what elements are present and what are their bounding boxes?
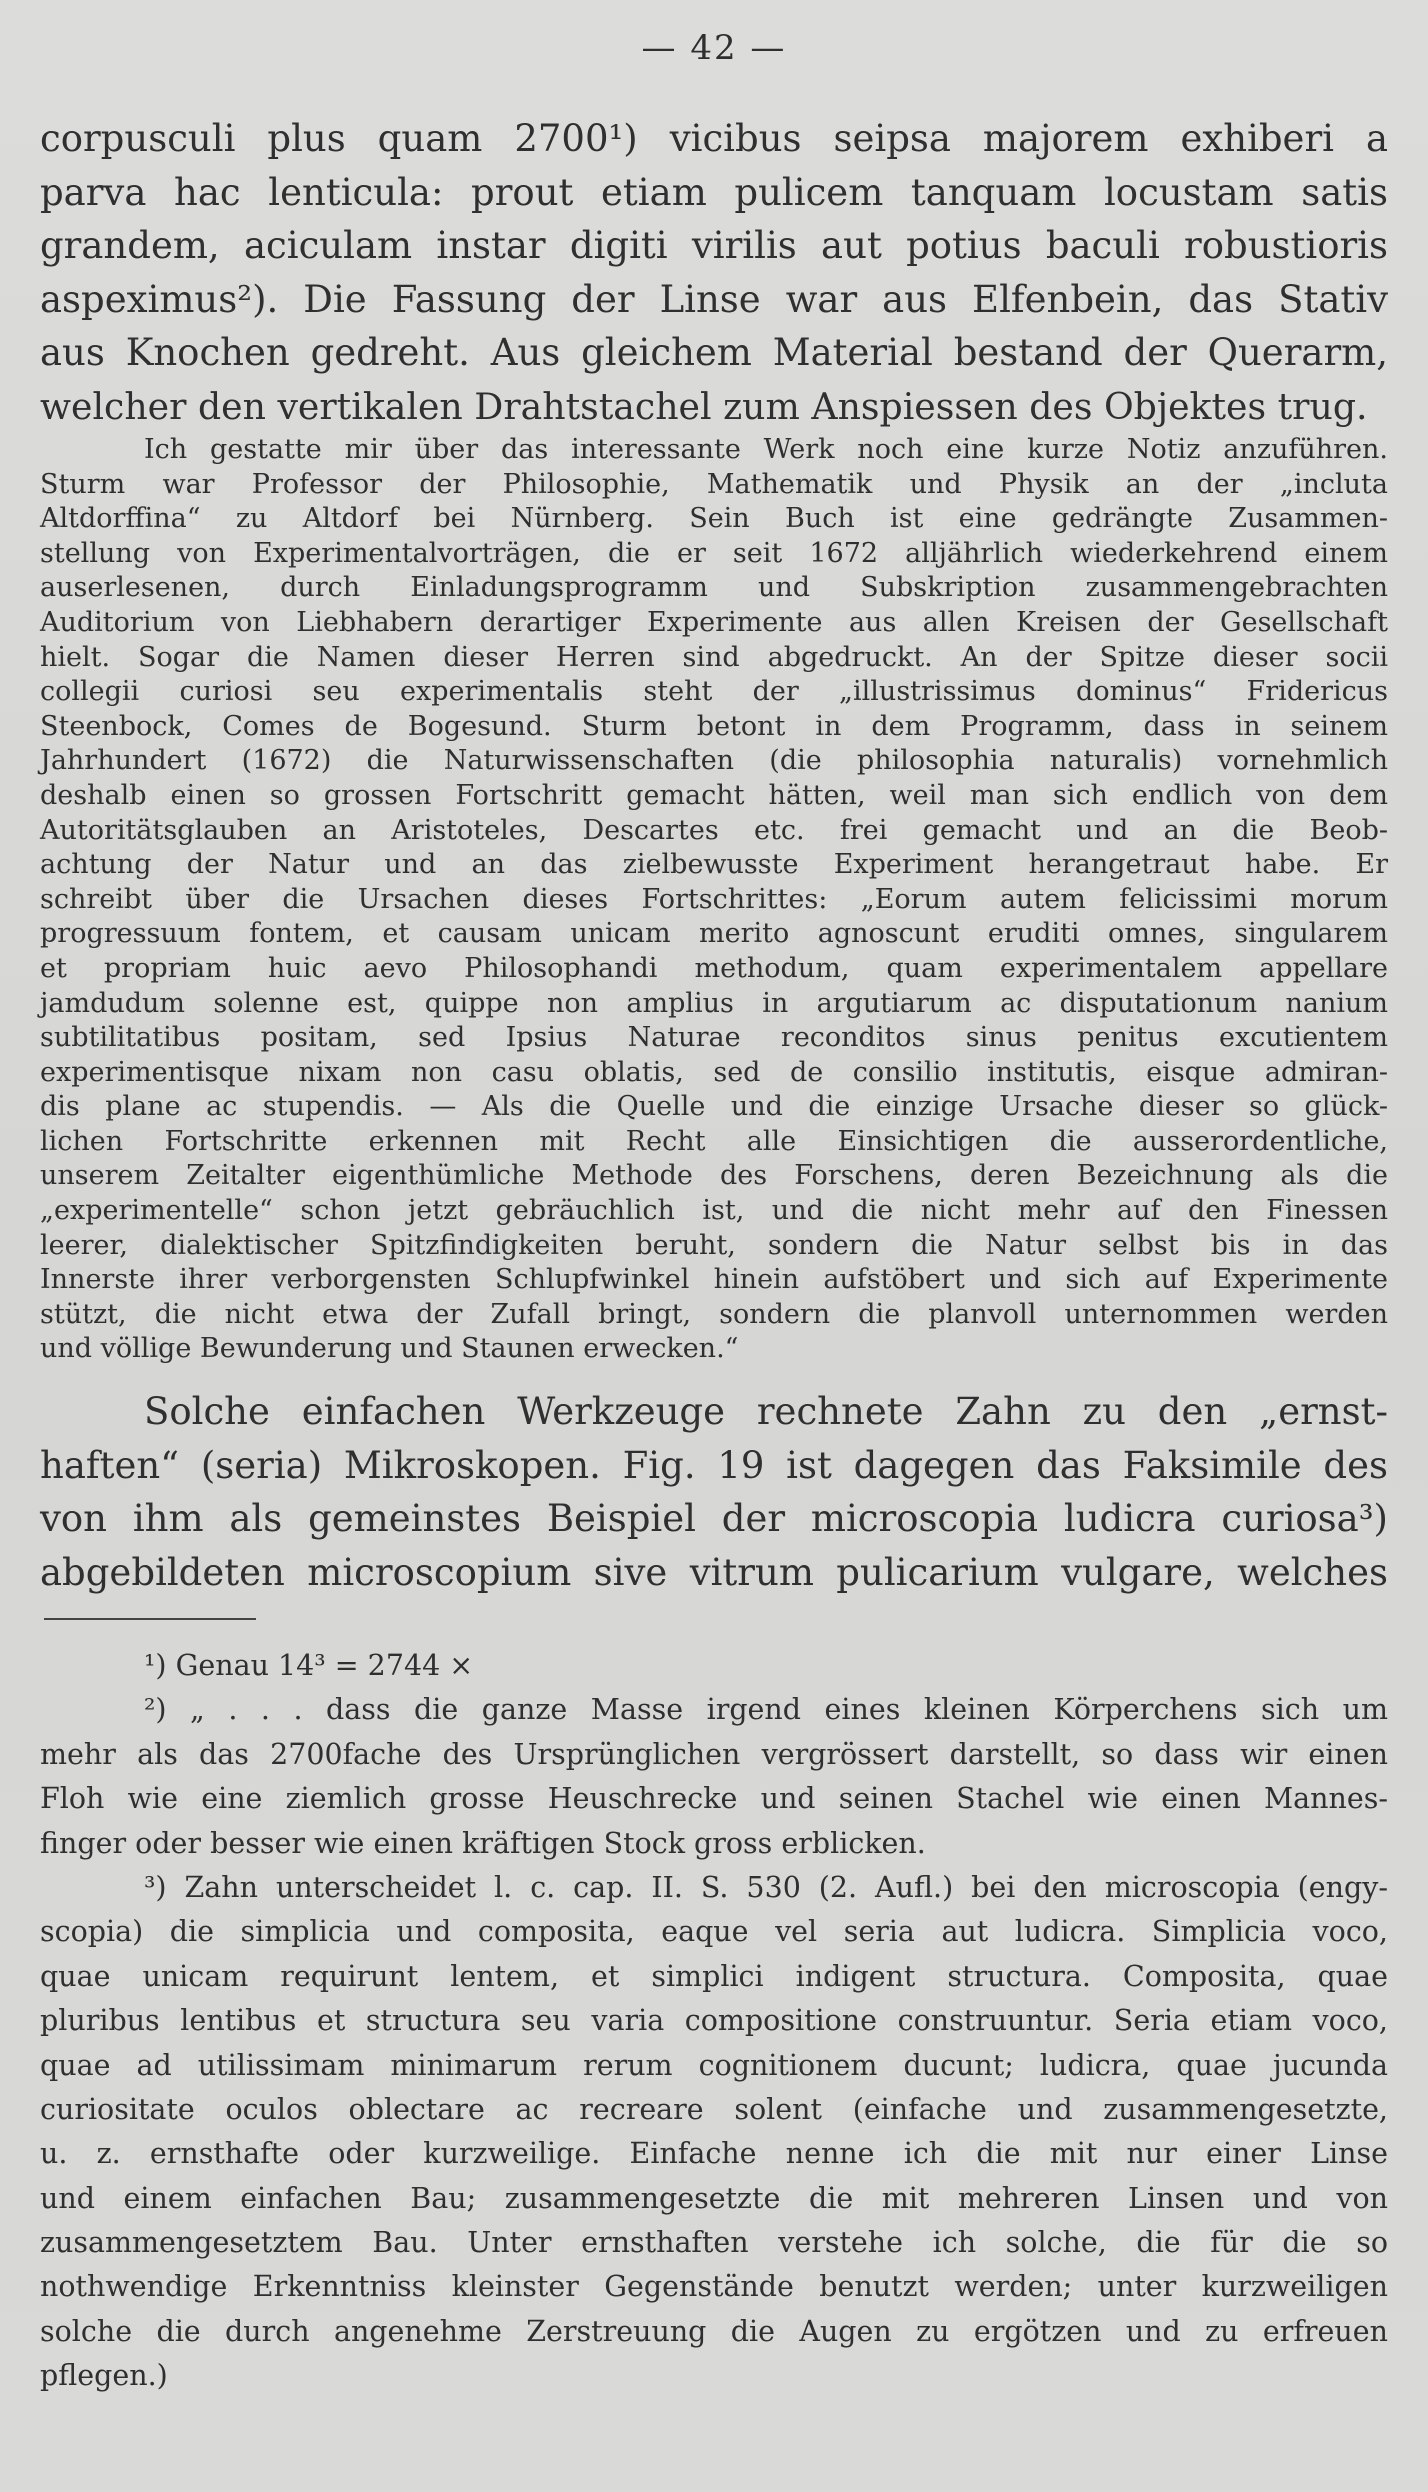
text-line: schreibt über die Ursachen dieses Fortschrittes: „Eorum autem felicissimi morum (40, 883, 1388, 915)
text-line: subtilitatibus positam, sed Ipsius Naturae reconditos sinus penitus excutientem (40, 1022, 1388, 1054)
text-line: „experimentelle“ schon jetzt gebräuchlich ist, und die nicht mehr auf den Finessen (40, 1195, 1388, 1227)
text-line: aspeximus²). Die Fassung der Linse war aus Elfenbein, das Stativ (40, 277, 1388, 321)
body-paragraph-2 (40, 1385, 1388, 1599)
text-line: leerer, dialektischer Spitzfindigkeiten beruht, sondern die Natur selbst bis in das (40, 1229, 1388, 1261)
text-line: quae unicam requirunt lentem, et simplici indigent structura. Composita, quae (40, 1959, 1388, 1993)
body-paragraph-1 (40, 112, 1388, 434)
text-line: lichen Fortschritte erkennen mit Recht alle Einsichtigen die ausserordentliche, (40, 1125, 1388, 1157)
text-line: und einem einfachen Bau; zusammengesetzte die mit mehreren Linsen und von (40, 2181, 1388, 2215)
text-line: Altdorffina“ zu Altdorf bei Nürnberg. Sein Buch ist eine gedrängte Zusammen- (40, 503, 1388, 535)
text-line: Jahrhundert (1672) die Naturwissenschaften (die philosophia naturalis) vornehmlich (40, 745, 1388, 777)
text-line: Floh wie eine ziemlich grosse Heuschrecke und seinen Stachel wie einen Mannes- (40, 1782, 1388, 1816)
page-number: — 42 — (641, 28, 787, 68)
footnote-divider (44, 1618, 256, 1620)
text-line: hielt. Sogar die Namen dieser Herren sind abgedruckt. An der Spitze dieser socii (40, 641, 1388, 673)
text-line: abgebildeten microscopium sive vitrum pulicarium vulgare, welches (40, 1550, 1388, 1594)
text-line: unserem Zeitalter eigenthümliche Methode des Forschens, deren Bezeichnung als die (40, 1160, 1388, 1192)
text-line: Auditorium von Liebhabern derartiger Experimente aus allen Kreisen der Gesellschaft (40, 606, 1388, 638)
text-line: von ihm als gemeinstes Beispiel der microscopia ludicra curiosa³) (40, 1497, 1388, 1541)
text-line: finger oder besser wie einen kräftigen Stock gross erblicken. (40, 1826, 926, 1860)
text-line: curiositate oculos oblectare ac recreare solent (einfache und zusammengesetzte, (40, 2092, 1388, 2126)
text-line: parva hac lenticula: prout etiam pulicem tanquam locustam satis (40, 170, 1388, 214)
footnotes (40, 1644, 1388, 2399)
text-line: zusammengesetztem Bau. Unter ernsthaften verstehe ich solche, die für die so (40, 2226, 1388, 2260)
text-line: Sturm war Professor der Philosophie, Mathematik und Physik an der „incluta (40, 468, 1388, 500)
text-line: mehr als das 2700fache des Ursprünglichen vergrössert darstellt, so dass wir einen (40, 1737, 1388, 1771)
text-line: solche die durch angenehme Zerstreuung die Augen zu ergötzen und zu erfreuen (40, 2314, 1388, 2348)
text-line: Autoritätsglauben an Aristoteles, Descartes etc. frei gemacht und an die Beob- (40, 814, 1388, 846)
text-line: welcher den vertikalen Drahtstachel zum Anspiessen des Objektes trug. (40, 384, 1368, 428)
text-line: Ich gestatte mir über das interessante Werk noch eine kurze Notiz anzuführen. (144, 434, 1388, 465)
text-line: und völlige Bewunderung und Staunen erwecken.“ (40, 1333, 739, 1365)
quotation-block (40, 433, 1388, 1367)
footnote-2: ²) „ . . . dass die ganze Masse irgend eines kleinen Körperchens sich um (144, 1693, 1388, 1727)
text-line: deshalb einen so grossen Fortschritt gemacht hätten, weil man sich endlich von dem (40, 779, 1388, 811)
text-line: experimentisque nixam non casu oblatis, sed de consilio institutis, eisque admiran- (40, 1056, 1388, 1088)
text-line: stellung von Experimentalvorträgen, die er seit 1672 alljährlich wiederkehrend einem (40, 537, 1388, 569)
text-line: progressuum fontem, et causam unicam merito agnoscunt eruditi omnes, singularem (40, 918, 1388, 950)
text-line: scopia) die simplicia und composita, eaque vel seria aut ludicra. Simplicia voco, (40, 1915, 1388, 1949)
text-line: collegii curiosi seu experimentalis steht der „illustrissimus dominus“ Fridericus (40, 676, 1388, 708)
text-line: Innerste ihrer verborgensten Schlupfwinkel hinein aufstöbert und sich auf Experimente (40, 1264, 1388, 1296)
text-line: grandem, aciculam instar digiti virilis aut potius baculi robustioris (40, 224, 1388, 268)
text-line: Steenbock, Comes de Bogesund. Sturm betont in dem Programm, dass in seinem (40, 710, 1388, 742)
text-line: aus Knochen gedreht. Aus gleichem Material bestand der Querarm, (40, 331, 1388, 375)
text-line: auserlesenen, durch Einladungsprogramm und Subskription zusammengebrachten (40, 572, 1388, 604)
text-line: nothwendige Erkenntniss kleinster Gegenstände benutzt werden; unter kurzweiligen (40, 2270, 1388, 2304)
text-line: stützt, die nicht etwa der Zufall bringt, sondern die planvoll unternommen werden (40, 1298, 1388, 1330)
text-line: corpusculi plus quam 2700¹) vicibus seipsa majorem exhiberi a (40, 117, 1388, 160)
text-line: et propriam huic aevo Philosophandi methodum, quam experimentalem appellare (40, 952, 1388, 984)
text-line: pluribus lentibus et structura seu varia compositione construuntur. Seria etiam voco, (40, 2004, 1388, 2038)
text-line: haften“ (seria) Mikroskopen. Fig. 19 ist dagegen das Faksimile des (40, 1443, 1388, 1487)
text-line: Solche einfachen Werkzeuge rechnete Zahn zu den „ernst- (144, 1390, 1388, 1433)
text-line: quae ad utilissimam minimarum rerum cognitionem ducunt; ludicra, quae jucunda (40, 2048, 1388, 2082)
text-line: achtung der Natur und an das zielbewusste Experiment herangetraut habe. Er (40, 849, 1388, 881)
text-line: dis plane ac stupendis. — Als die Quelle und die einzige Ursache dieser so glück- (40, 1091, 1388, 1123)
text-line: pflegen.) (40, 2359, 168, 2393)
footnote-3: ³) Zahn unterscheidet l. c. cap. II. S. 530 (2. Aufl.) bei den microscopia (engy- (144, 1870, 1388, 1904)
text-line: u. z. ernsthafte oder kurzweilige. Einfache nenne ich die mit nur einer Linse (40, 2137, 1388, 2171)
footnote-1: ¹) Genau 14³ = 2744 × (144, 1649, 474, 1682)
text-line: jamdudum solenne est, quippe non amplius in argutiarum ac disputationum nanium (40, 987, 1388, 1019)
